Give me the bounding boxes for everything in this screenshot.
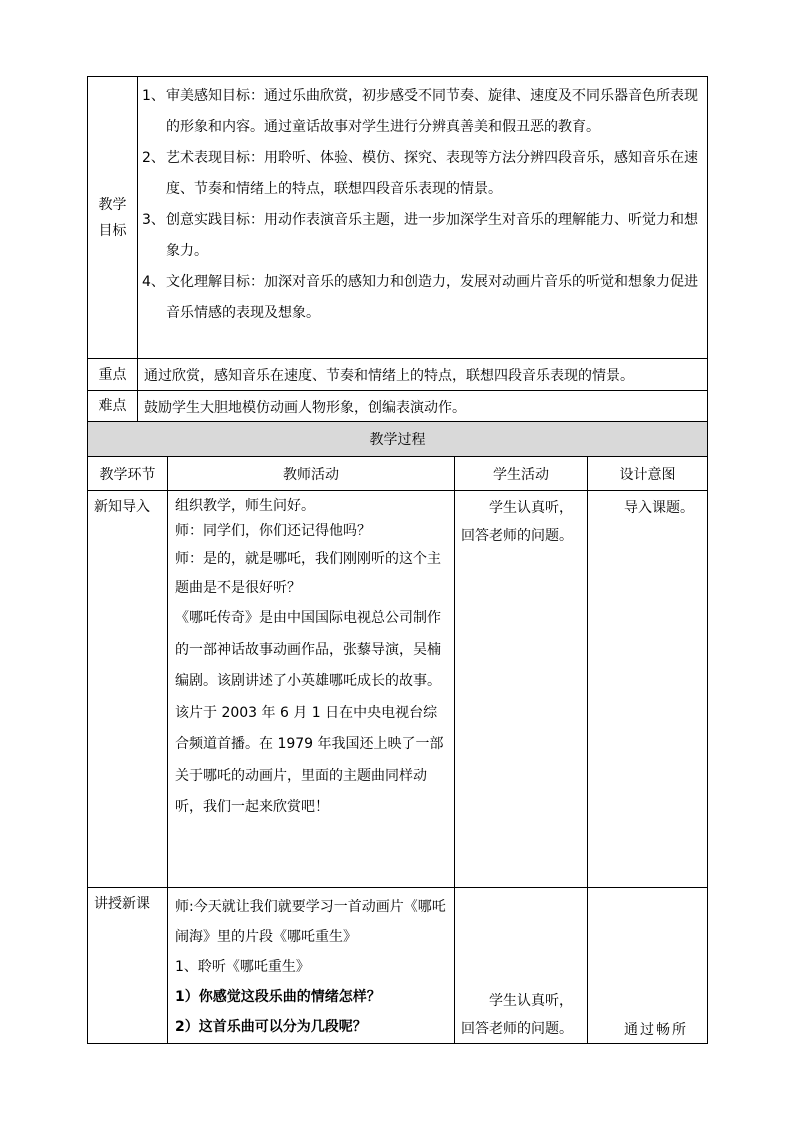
key-point-row — [88, 359, 708, 391]
design-intro: 导入课题。 — [588, 491, 708, 888]
process-table — [87, 421, 708, 1044]
design-new: 通过畅所 — [588, 888, 708, 1044]
student-new: 学生认真听， 回答老师的问题。 — [455, 888, 588, 1044]
header-teacher: 教师活动 — [168, 457, 455, 491]
objectives-label: 教学目标 — [88, 77, 138, 359]
objective-item: 1、 审美感知目标：通过乐曲欣赏，初步感受不同节奏、旋律、速度及不同乐器音色所表现的形象和内容。通过童话故事对学生进行分辨真善美和假丑恶的教育。 — [142, 88, 698, 135]
header-stage: 教学环节 — [88, 457, 168, 491]
teacher-intro: 组织教学，师生问好。 师：同学们，你们还记得他吗？ 师：是的，就是哪吒，我们刚刚听的这个主题曲是不是很好听？ 《哪吒传奇》是由中国国际电视总公司制作的一部神话故事动画作品，张藜导演，吴楠编剧。该剧讲述了小英雄哪吒成长的故事。该片于 2003 年 6 月 1 日在中央电视台综合频道首播。在 1979 年我国还上映了一部关于哪吒的动画片，里面的主题曲同样动听，我们一起来欣赏吧！ — [168, 491, 455, 888]
objective-item: 3、 创意实践目标：用动作表演音乐主题，进一步加深学生对音乐的理解能力、听觉力和想象力。 — [142, 212, 698, 259]
process-title-row — [88, 422, 708, 457]
stage-new: 讲授新课 — [88, 888, 168, 1044]
objectives-row — [88, 77, 708, 359]
header-design: 设计意图 — [588, 457, 708, 491]
objective-item: 2、 艺术表现目标：用聆听、体验、模仿、探究、表现等方法分辨四段音乐，感知音乐在速度、节奏和情绪上的特点，联想四段音乐表现的情景。 — [142, 150, 698, 197]
stage-intro: 新知导入 — [88, 491, 168, 888]
key-point-text: 通过欣赏，感知音乐在速度、节奏和情绪上的特点，联想四段音乐表现的情景。 — [138, 359, 708, 391]
table-row — [88, 491, 708, 888]
objectives-content — [138, 77, 708, 359]
student-intro: 学生认真听， 回答老师的问题。 — [455, 491, 588, 888]
objectives-table — [87, 76, 708, 422]
teacher-new: 师:今天就让我们就要学习一首动画片《哪吒闹海》里的片段《哪吒重生》 1、聆听《哪吒重生》 1）你感觉这段乐曲的情绪怎样？ 2）这首乐曲可以分为几段呢？ — [168, 888, 455, 1044]
difficulty-row — [88, 391, 708, 422]
process-header-row — [88, 457, 708, 491]
difficulty-text: 鼓励学生大胆地模仿动画人物形象，创编表演动作。 — [138, 391, 708, 422]
difficulty-label: 难点 — [88, 391, 138, 422]
header-student: 学生活动 — [455, 457, 588, 491]
table-row — [88, 888, 708, 1044]
key-point-label: 重点 — [88, 359, 138, 391]
objective-item: 4、 文化理解目标：加深对音乐的感知力和创造力，发展对动画片音乐的听觉和想象力促进音乐情感的表现及想象。 — [142, 274, 698, 321]
process-title: 教学过程 — [88, 422, 708, 457]
